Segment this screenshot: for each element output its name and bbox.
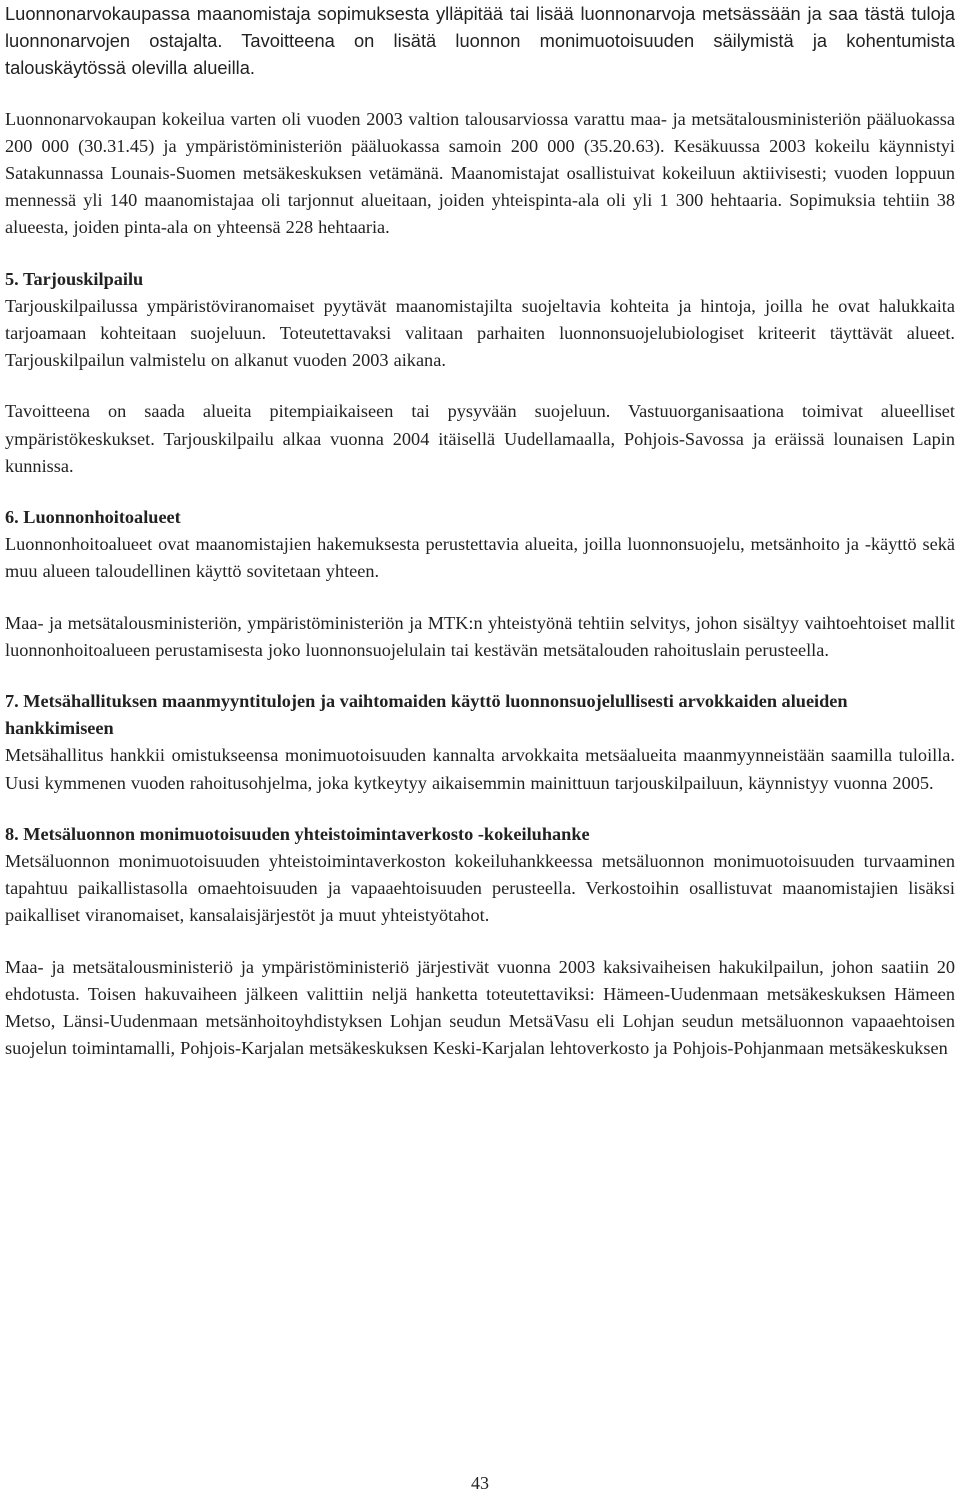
document-page — [5, 0, 955, 1063]
section-8 — [5, 821, 955, 1063]
section-number: 6. — [5, 507, 19, 528]
section-paragraph: Luonnonhoitoalueet ovat maanomistajien hakemuksesta perustettavia alueita, joilla luonnonsuojelu, metsänhoito ja -käyttö sekä muu alueen taloudellinen käyttö sovitetaan yhteen. — [5, 534, 955, 582]
section-6 — [5, 504, 955, 664]
section-heading — [5, 688, 955, 742]
section-paragraph: Maa- ja metsätalousministeriö ja ympäristöministeriö järjestivät vuonna 2003 kaksivaiheisen hakukilpailun, johon saatiin 20 ehdotusta. Toisen hakuvaiheen jälkeen valittiin neljä hanketta toteutettaviksi: Hämeen-Uudenmaan metsäkeskuksen Hämeen Metso, Länsi-Uudenmaan metsänhoitoyhdistyksen Lohjan seudun MetsäVasu eli Lohjan seudun metsäluonnon vapaaehtoisen suojelun toimintamalli, Pohjois-Karjalan metsäkeskuksen Keski-Karjalan lehtoverkosto ja Pohjois-Pohjanmaan metsäkeskuksen — [5, 956, 955, 1059]
section-5 — [5, 266, 955, 480]
section-title: Metsäluonnon monimuotoisuuden yhteistoimintaverkosto -kokeiluhanke — [23, 823, 590, 844]
section-number: 8. — [5, 823, 19, 844]
section-title: Luonnonhoitoalueet — [23, 507, 181, 528]
section-number: 5. — [5, 268, 19, 289]
section-heading — [5, 504, 955, 531]
section-paragraph: Tavoitteena on saada alueita pitempiaikaiseen tai pysyvään suojeluun. Vastuuorganisaationa toimivat alueelliset ympäristökeskukset. Tarjouskilpailu alkaa vuonna 2004 itäisellä Uudellamaalla, Pohjois-Savossa ja eräissä lounaisen Lapin kunnissa. — [5, 401, 955, 476]
section-heading — [5, 821, 955, 848]
page-number: 43 — [471, 1473, 489, 1493]
section-number: 7. — [5, 691, 19, 712]
section-paragraph: Tarjouskilpailussa ympäristöviranomaiset pyytävät maanomistajilta suojeltavia kohteita ja hintoja, joilla he ovat halukkaita tarjoamaan kohteitaan suojeluun. Toteutettavaksi valitaan parhaiten luonnonsuojelubiologiset kriteerit täyttävät alueet. Tarjouskilpailun valmistelu on alkanut vuoden 2003 aikana. — [5, 295, 955, 371]
section-7 — [5, 688, 955, 797]
section-paragraph: Metsähallitus hankkii omistukseensa monimuotoisuuden kannalta arvokkaita metsäalueita maanmyynneistään saamilla tuloilla. Uusi kymmenen vuoden rahoitusohjelma, joka kytkeytyy aikaisemmin mainittuun tarjouskilpailuun, käynnistyy vuonna 2005. — [5, 745, 955, 793]
section-title: Metsähallituksen maanmyyntitulojen ja vaihtomaiden käyttö luonnonsuojelullisesti arvokkaiden alueiden hankkimiseen — [5, 691, 848, 739]
section-title: Tarjouskilpailu — [22, 268, 144, 289]
section-paragraph: Maa- ja metsätalousministeriön, ympäristöministeriön ja MTK:n yhteistyönä tehtiin selvitys, johon sisältyy vaihtoehtoiset mallit luonnonhoitoalueen perustamisesta joko luonnonsuojelulain tai kestävän metsätalouden rahoituslain perusteella. — [5, 612, 955, 660]
section-paragraph: Metsäluonnon monimuotoisuuden yhteistoimintaverkoston kokeiluhankkeessa metsäluonnon monimuotoisuuden turvaaminen tapahtuu paikallistasolla omaehtoisuuden ja vapaaehtoisuuden perusteella. Verkostoihin osallistuvat maanomistajien lisäksi paikalliset viranomaiset, kansalaisjärjestöt ja muut yhteistyötahot. — [5, 851, 955, 926]
pilot-paragraph: Luonnonarvokaupan kokeilua varten oli vuoden 2003 valtion talousarviossa varattu maa- ja metsätalousministeriön pääluokassa 200 000 (30.31.45) ja ympäristöministeriön pääluokassa samoin 200 000 (35.20.63). Kesäkuussa 2003 kokeilu käynnistyi Satakunnassa Lounais-Suomen metsäkeskuksen vetämänä. Maanomistajat osallistuivat kokeiluun aktiivisesti; vuoden loppuun mennessä yli 140 maanomistajaa oli tarjonnut alueitaan, joiden yhteispinta-ala oli yli 1 300 hehtaaria. Sopimuksia tehtiin 38 alueesta, joiden pinta-ala on yhteensä 228 hehtaaria. — [5, 108, 955, 238]
intro-paragraph: Luonnonarvokaupassa maanomistaja sopimuksesta ylläpitää tai lisää luonnonarvoja metsässään ja saa tästä tuloja luonnonarvojen ostajalta. Tavoitteena on lisätä luonnon monimuotoisuuden säilymistä ja kohentumista talouskäytössä olevilla alueilla. — [5, 3, 955, 79]
section-heading — [5, 266, 955, 293]
